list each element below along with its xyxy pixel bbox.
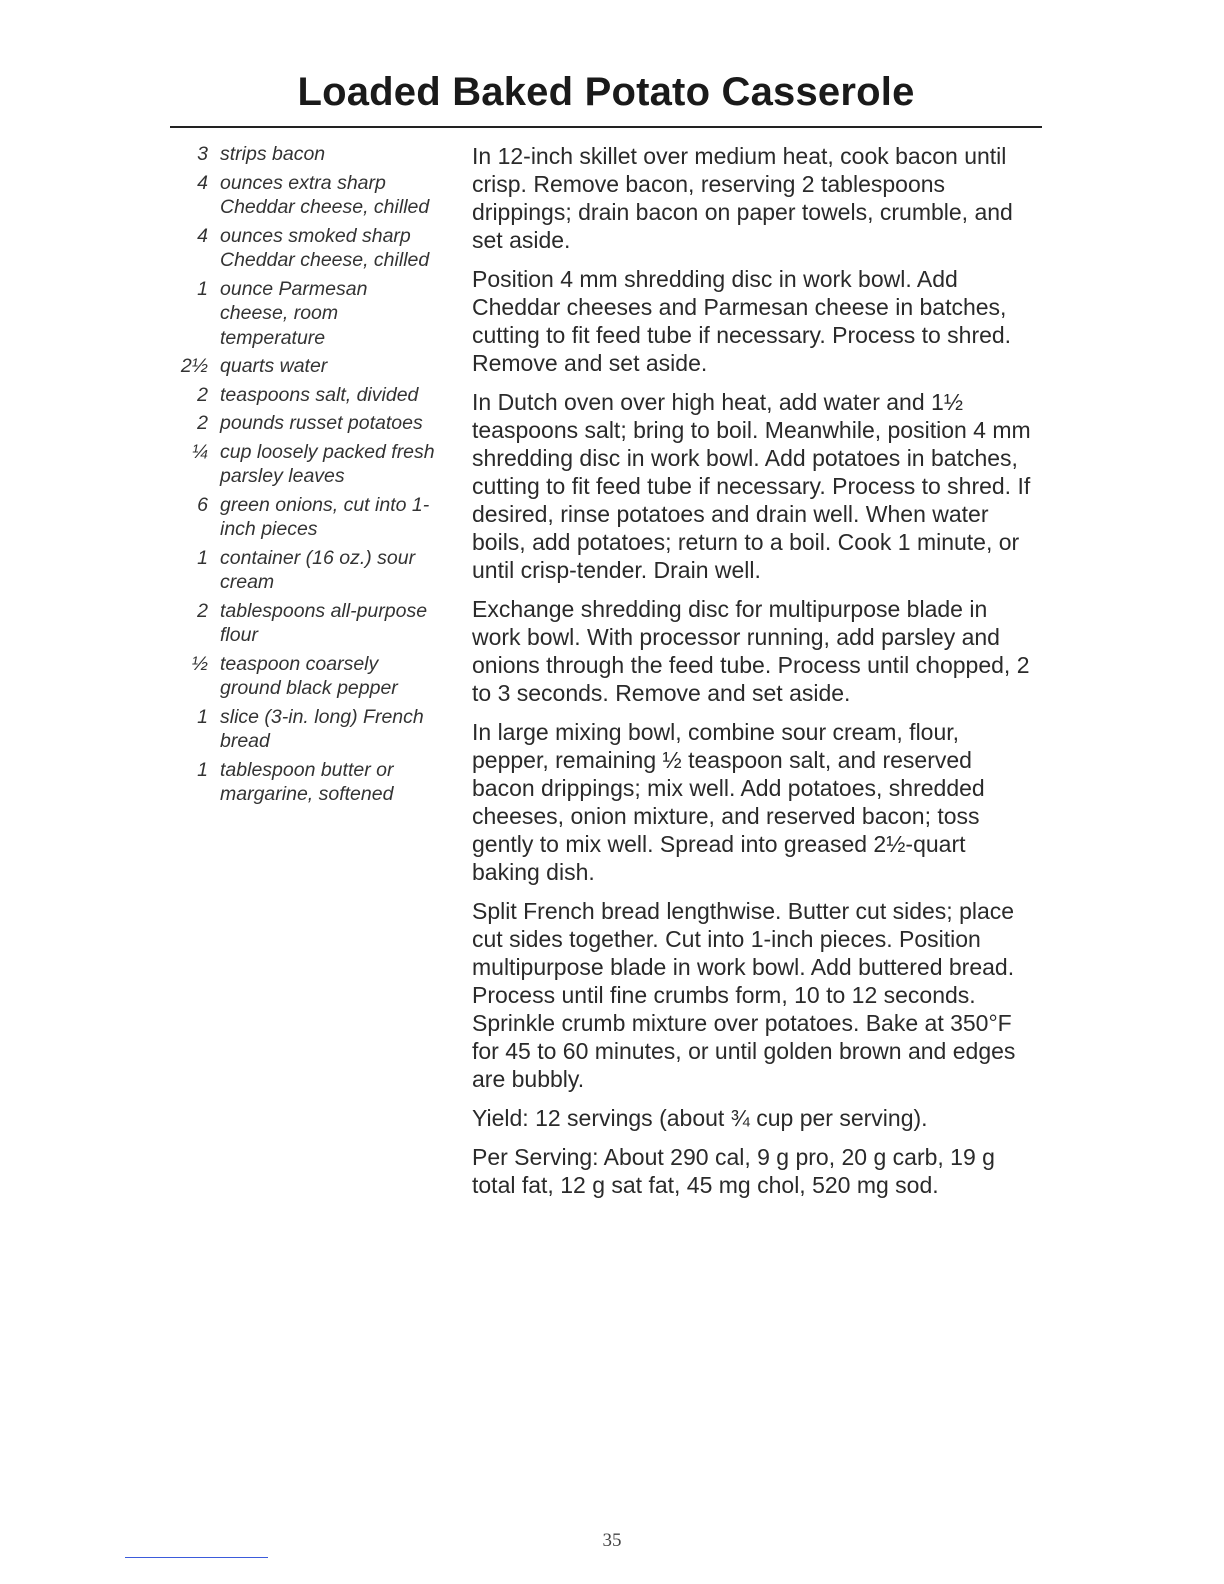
- ingredient-quantity: ½: [191, 652, 208, 675]
- ingredient-quantity: ¼: [191, 440, 208, 463]
- recipe-title: Loaded Baked Potato Casserole: [297, 70, 915, 114]
- ingredient-quantity: 1: [197, 546, 208, 569]
- direction-step: In 12-inch skillet over medium heat, cook bacon until crisp. Remove bacon, reserving 2 tablespoons drippings; drain bacon on paper towels, crumble, and set aside.: [472, 143, 1013, 253]
- ingredient-item: [168, 440, 458, 489]
- ingredient-quantity: 2: [197, 383, 208, 406]
- ingredient-item: [168, 224, 458, 273]
- title-divider: [170, 126, 1042, 128]
- ingredient-quantity: 4: [197, 224, 208, 247]
- ingredient-text: tablespoon butter or margarine, softened: [220, 758, 394, 805]
- ingredient-item: [168, 546, 458, 595]
- ingredient-quantity: 6: [197, 493, 208, 516]
- ingredient-item: [168, 705, 458, 754]
- ingredient-text: ounces extra sharp Cheddar cheese, chilled: [220, 171, 430, 218]
- ingredient-item: [168, 277, 458, 351]
- page-number: 35: [602, 1530, 622, 1551]
- ingredient-text: container (16 oz.) sour cream: [220, 546, 416, 593]
- ingredient-item: [168, 652, 458, 701]
- ingredient-item: [168, 599, 458, 648]
- ingredient-item: [168, 493, 458, 542]
- ingredient-text: green onions, cut into 1-inch pieces: [220, 493, 430, 540]
- ingredient-quantity: 2: [197, 412, 208, 434]
- ingredient-quantity: 1: [197, 277, 208, 300]
- ingredient-text: teaspoon coarsely ground black pepper: [220, 652, 398, 699]
- ingredient-item: [168, 383, 458, 408]
- direction-step: Split French bread lengthwise. Butter cut sides; place cut sides together. Cut into 1-inch pieces. Position multipurpose blade in work bowl. Add buttered bread. Process until fine crumbs form, 10 to 12 seconds. Sprinkle crumb mixture over potatoes. Bake at 350°F for 45 to 60 minutes, or until golden brown and edges are bubbly.: [472, 898, 1016, 1092]
- ingredient-list: [168, 142, 458, 811]
- ingredient-quantity: 1: [197, 758, 208, 781]
- yield-text: Yield: 12 servings (about ¾ cup per serving).: [472, 1105, 928, 1131]
- footer-link-line[interactable]: [125, 1557, 268, 1558]
- direction-step: Exchange shredding disc for multipurpose blade in work bowl. With processor running, add parsley and onions through the feed tube. Process until chopped, 2 to 3 seconds. Remove and set aside.: [472, 596, 1030, 706]
- ingredient-text: ounce Parmesan cheese, room temperature: [220, 277, 368, 349]
- ingredient-item: [168, 171, 458, 220]
- ingredient-text: teaspoons salt, divided: [220, 383, 419, 406]
- ingredient-text: pounds russet potatoes: [220, 412, 423, 434]
- directions: [472, 142, 1037, 1210]
- ingredient-item: [168, 411, 458, 436]
- ingredient-text: slice (3-in. long) French bread: [220, 705, 424, 752]
- ingredient-quantity: 3: [197, 143, 208, 165]
- ingredient-item: [168, 142, 458, 167]
- ingredient-quantity: 1: [197, 705, 208, 728]
- direction-step: In Dutch oven over high heat, add water and 1½ teaspoons salt; bring to boil. Meanwhile, position 4 mm shredding disc in work bowl. Add potatoes in batches, cutting to fit feed tube if necessary. Process to shred. If desired, rinse potatoes and drain well. When water boils, add potatoes; return to a boil. Cook 1 minute, or until crisp-tender. Drain well.: [472, 389, 1031, 583]
- ingredient-text: strips bacon: [220, 143, 326, 165]
- direction-step: Position 4 mm shredding disc in work bowl. Add Cheddar cheeses and Parmesan cheese in batches, cutting to fit feed tube if necessary. Process to shred. Remove and set aside.: [472, 266, 1012, 376]
- ingredient-text: cup loosely packed fresh parsley leaves: [220, 440, 435, 487]
- nutrition-text: Per Serving: About 290 cal, 9 g pro, 20 g carb, 19 g total fat, 12 g sat fat, 45 mg chol, 520 mg sod.: [472, 1144, 995, 1198]
- ingredient-quantity: 2½: [180, 355, 208, 377]
- direction-step: In large mixing bowl, combine sour cream, flour, pepper, remaining ½ teaspoon salt, and reserved bacon drippings; mix well. Add potatoes, shredded cheeses, onion mixture, and reserved bacon; toss gently to mix well. Spread into greased 2½-quart baking dish.: [472, 719, 985, 885]
- ingredient-item: [168, 758, 458, 807]
- ingredient-quantity: 4: [197, 171, 208, 194]
- ingredient-text: ounces smoked sharp Cheddar cheese, chilled: [220, 224, 430, 271]
- ingredient-quantity: 2: [197, 599, 208, 622]
- ingredient-text: quarts water: [220, 355, 328, 377]
- ingredient-text: tablespoons all-purpose flour: [220, 599, 428, 646]
- ingredient-item: [168, 354, 458, 379]
